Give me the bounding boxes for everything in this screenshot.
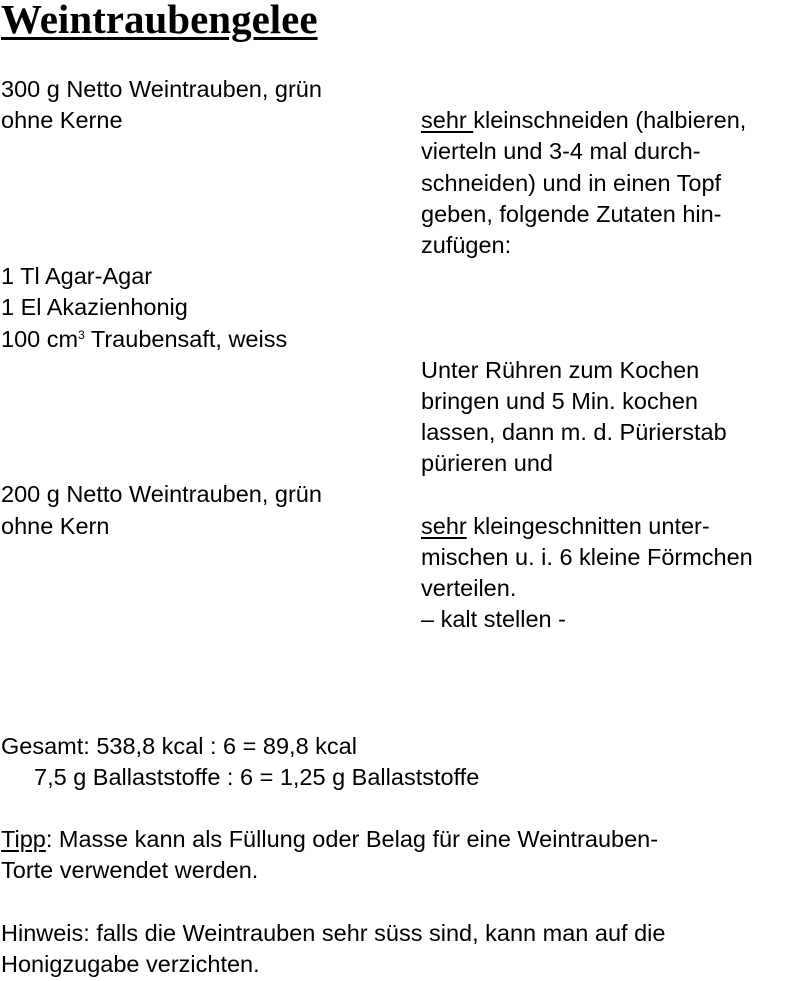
recipe-row	[1, 74, 801, 105]
instruction: pürieren und	[421, 450, 553, 477]
recipe-row	[1, 230, 801, 261]
instruction: sehr kleingeschnitten unter-	[421, 512, 710, 539]
tip-paragraph	[1, 824, 801, 886]
totals-fiber: 7,5 g Ballaststoffe : 6 = 1,25 g Ballaststoffe	[34, 764, 480, 791]
recipe-row	[1, 261, 801, 292]
instruction: Unter Rühren zum Kochen	[421, 356, 700, 383]
instruction: vierteln und 3-4 mal durch-	[421, 138, 701, 165]
recipe-row	[1, 604, 801, 635]
instruction: verteilen.	[421, 575, 517, 601]
ingredient: 200 g Netto Weintrauben, grün	[1, 481, 322, 508]
recipe-row	[1, 542, 801, 573]
recipe-row	[1, 355, 801, 386]
note-text: Honigzugabe verzichten.	[1, 951, 260, 978]
ingredient: ohne Kern	[1, 512, 110, 539]
tip-text: Torte verwendet werden.	[1, 857, 259, 884]
totals-kcal: Gesamt: 538,8 kcal : 6 = 89,8 kcal	[1, 733, 357, 759]
recipe-row	[1, 105, 801, 136]
instruction: mischen u. i. 6 kleine Förmchen	[421, 543, 753, 570]
instruction: lassen, dann m. d. Pürierstab	[421, 419, 727, 446]
nutrition-totals	[1, 731, 801, 793]
instruction: sehr kleinschneiden (halbieren,	[421, 107, 747, 134]
ingredient: ohne Kerne	[1, 107, 123, 134]
instruction: bringen und 5 Min. kochen	[421, 387, 698, 414]
recipe-row	[1, 511, 801, 542]
recipe-row	[1, 292, 801, 323]
instruction: – kalt stellen -	[421, 606, 566, 633]
recipe-row	[1, 417, 801, 448]
instruction: schneiden) und in einen Topf	[421, 169, 722, 196]
note-paragraph	[1, 918, 801, 980]
ingredient: 1 El Akazienhonig	[1, 294, 188, 321]
ingredient: 1 Tl Agar-Agar	[1, 263, 153, 290]
recipe-row	[1, 448, 801, 479]
tip-text: : Masse kann als Füllung oder Belag für eine Weintrauben-	[45, 826, 659, 852]
recipe-row	[1, 168, 801, 199]
instruction: geben, folgende Zutaten hin-	[421, 200, 722, 227]
ingredient: 300 g Netto Weintrauben, grün	[1, 76, 322, 102]
recipe-row	[1, 199, 801, 230]
recipe-row	[1, 479, 801, 510]
recipe-row	[1, 386, 801, 417]
note-text: Hinweis: falls die Weintrauben sehr süss sind, kann man auf die	[1, 920, 666, 946]
recipe-ingredients-steps	[1, 74, 801, 635]
ingredient: 100 $cm^3$ Traubensaft, weiss	[1, 325, 288, 352]
instruction: zufügen:	[421, 231, 512, 258]
recipe-title: Weintraubengelee	[1, 0, 318, 42]
emphasis-underlined: sehr	[421, 512, 467, 539]
recipe-row	[1, 573, 801, 604]
tip-label: Tipp	[1, 826, 46, 852]
recipe-row	[1, 136, 801, 167]
emphasis-underlined: sehr	[421, 107, 474, 134]
superscript-cubed: 3	[78, 327, 85, 342]
recipe-row	[1, 324, 801, 355]
